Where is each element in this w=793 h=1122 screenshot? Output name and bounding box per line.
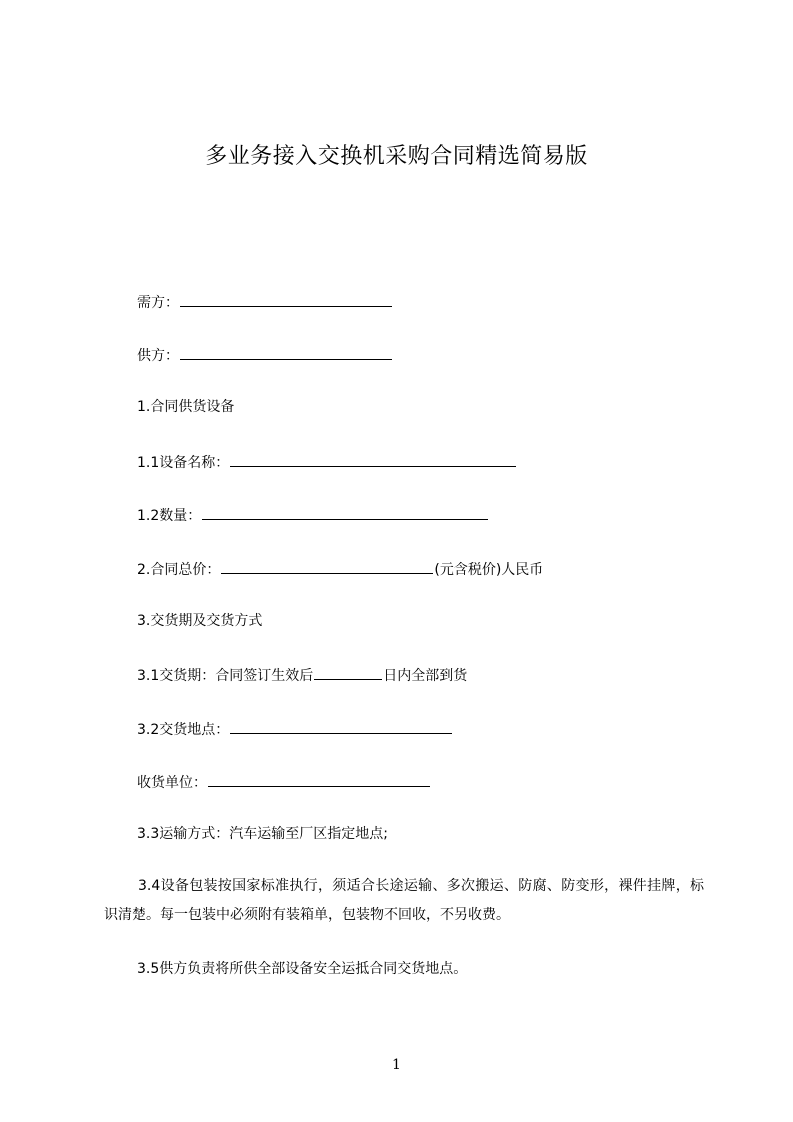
supplier-label: 供方： xyxy=(137,348,179,364)
section-2-line xyxy=(137,558,543,580)
item-3-1-line xyxy=(137,664,467,686)
supplier-line xyxy=(137,344,393,366)
section-2-suffix: (元含税价)人民币 xyxy=(434,562,544,578)
total-price-blank[interactable] xyxy=(221,558,433,574)
item-1-1-line xyxy=(137,451,517,473)
buyer-line xyxy=(137,291,393,313)
delivery-days-blank[interactable] xyxy=(314,664,382,680)
item-3-2-label: 3.2交货地点： xyxy=(137,722,230,738)
quantity-blank[interactable] xyxy=(202,504,488,520)
item-1-2-label: 1.2数量： xyxy=(137,508,202,524)
item-1-1-label: 1.1设备名称： xyxy=(137,455,230,471)
document-title: 多业务接入交换机采购合同精选简易版 xyxy=(205,144,588,169)
section-2-label: 2.合同总价： xyxy=(137,562,221,578)
page-number: 1 xyxy=(392,1057,401,1073)
section-3-heading: 3.交货期及交货方式 xyxy=(137,613,263,629)
item-3-4: 3.4设备包装按国家标准执行，须适合长途运输、多次搬运、防腐、防变形，裸件挂牌，标识清楚。每一包装中必须附有装箱单，包装物不回收，不另收费。 xyxy=(104,878,704,923)
item-3-5: 3.5供方负责将所供全部设备安全运抵合同交货地点。 xyxy=(137,961,468,977)
section-1-heading: 1.合同供货设备 xyxy=(137,399,235,415)
item-3-2-line xyxy=(137,718,453,740)
receiver-line xyxy=(137,771,431,793)
item-1-2-line xyxy=(137,504,489,526)
buyer-blank[interactable] xyxy=(180,291,392,307)
item-3-1-prefix: 3.1交货期：合同签订生效后 xyxy=(137,668,314,684)
equipment-name-blank[interactable] xyxy=(230,451,516,467)
supplier-blank[interactable] xyxy=(180,344,392,360)
delivery-location-blank[interactable] xyxy=(230,718,452,734)
receiver-blank[interactable] xyxy=(208,771,430,787)
buyer-label: 需方： xyxy=(137,295,179,311)
receiver-label: 收货单位： xyxy=(137,775,207,791)
item-3-1-suffix: 日内全部到货 xyxy=(383,668,468,684)
item-3-3: 3.3运输方式：汽车运输至厂区指定地点; xyxy=(137,826,388,842)
